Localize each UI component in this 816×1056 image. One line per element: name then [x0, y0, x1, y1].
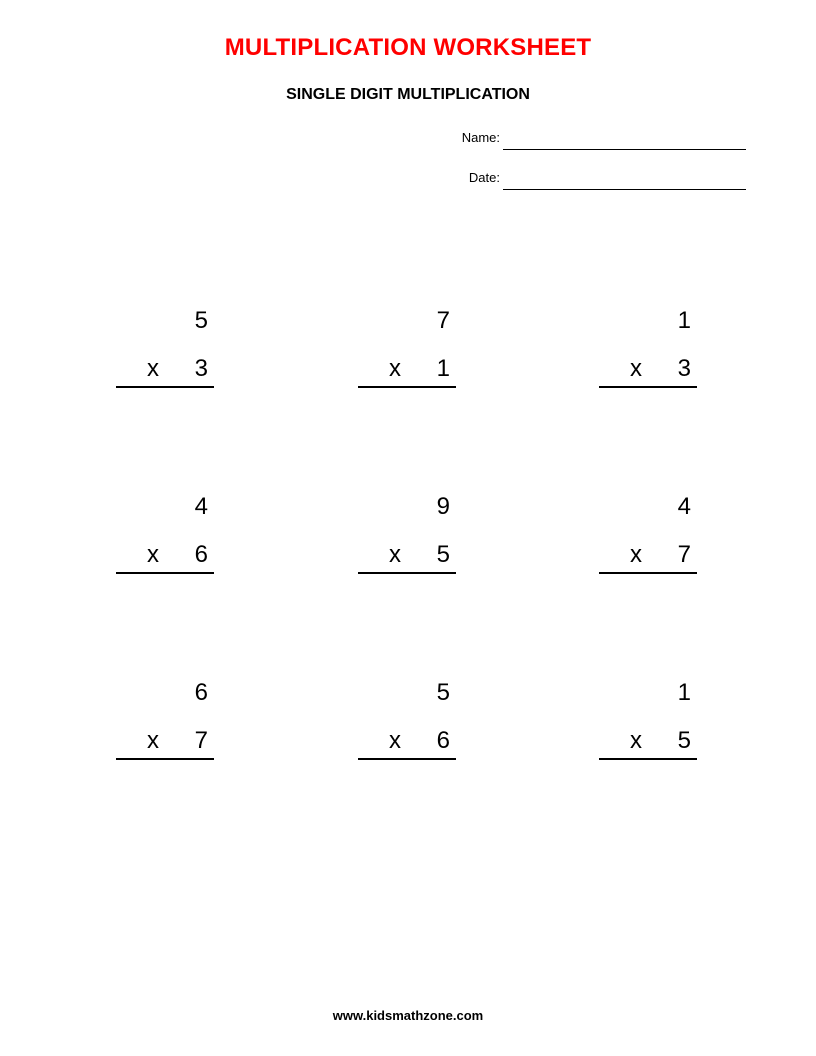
- multiplier: 6: [436, 727, 450, 754]
- multiply-sign: x: [147, 541, 159, 568]
- problem-5: [358, 486, 456, 576]
- date-label: Date:: [468, 170, 500, 185]
- multiply-sign: x: [630, 541, 642, 568]
- answer-line: [116, 350, 214, 388]
- multiplicand: 6: [194, 679, 208, 706]
- problem-6: [599, 486, 697, 576]
- problem-1: [116, 300, 214, 390]
- problem-7: [116, 672, 214, 762]
- multiply-sign: x: [389, 541, 401, 568]
- problem-2: [358, 300, 456, 390]
- multiplier: 1: [436, 355, 450, 382]
- answer-line: [358, 350, 456, 388]
- date-input-line[interactable]: [503, 189, 746, 190]
- answer-line: [116, 722, 214, 760]
- answer-line: [599, 722, 697, 760]
- footer-url: www.kidsmathzone.com: [332, 1008, 484, 1023]
- answer-line: [116, 536, 214, 574]
- multiplicand: 1: [677, 307, 691, 334]
- answer-line: [358, 722, 456, 760]
- multiply-sign: x: [630, 727, 642, 754]
- multiplier: 3: [677, 355, 691, 382]
- problem-3: [599, 300, 697, 390]
- multiply-sign: x: [389, 355, 401, 382]
- multiplier: 7: [194, 727, 208, 754]
- multiplicand: 1: [677, 679, 691, 706]
- problem-4: [116, 486, 214, 576]
- multiplicand: 4: [677, 493, 691, 520]
- answer-line: [599, 350, 697, 388]
- name-label: Name:: [461, 130, 500, 145]
- multiply-sign: x: [630, 355, 642, 382]
- multiplicand: 7: [436, 307, 450, 334]
- name-field[interactable]: [430, 126, 746, 150]
- multiplier: 5: [436, 541, 450, 568]
- worksheet-title: MULTIPLICATION WORKSHEET: [224, 34, 592, 61]
- problem-8: [358, 672, 456, 762]
- multiplier: 6: [194, 541, 208, 568]
- multiplicand: 9: [436, 493, 450, 520]
- name-input-line[interactable]: [503, 149, 746, 150]
- multiplier: 7: [677, 541, 691, 568]
- answer-line: [358, 536, 456, 574]
- multiplicand: 5: [436, 679, 450, 706]
- multiplicand: 5: [194, 307, 208, 334]
- multiply-sign: x: [147, 355, 159, 382]
- worksheet-subtitle: SINGLE DIGIT MULTIPLICATION: [286, 86, 530, 103]
- multiplier: 3: [194, 355, 208, 382]
- multiplicand: 4: [194, 493, 208, 520]
- multiply-sign: x: [389, 727, 401, 754]
- problem-9: [599, 672, 697, 762]
- multiply-sign: x: [147, 727, 159, 754]
- date-field[interactable]: [430, 166, 746, 190]
- multiplier: 5: [677, 727, 691, 754]
- answer-line: [599, 536, 697, 574]
